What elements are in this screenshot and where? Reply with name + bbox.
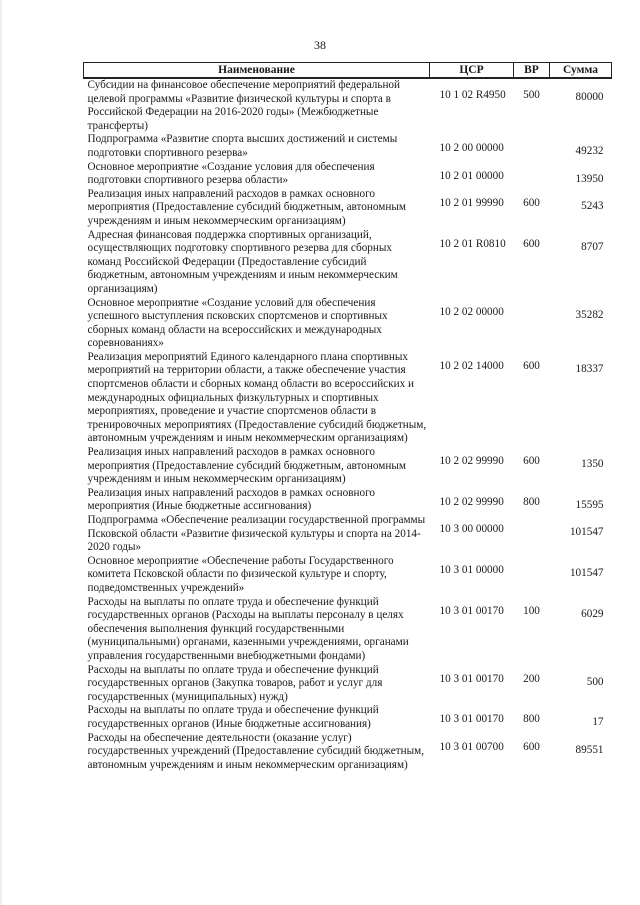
row-vr-cell: 600 xyxy=(523,455,540,468)
row-vr-cell: 800 xyxy=(523,495,540,508)
row-vr-cell xyxy=(514,555,550,596)
table-row xyxy=(84,514,612,555)
row-csr-cell: 10 2 01 99990 xyxy=(439,196,504,209)
row-name-cell: Адресная финансовая поддержка спортивных организаций, осуществляющих подготовку спортивного резерва для сборных команд Российской Федерации (Предоставление субсидий бюджетным, автономным учреждениям и иным некоммерческим организациям) xyxy=(87,228,398,295)
row-sum-cell: 8707 xyxy=(581,240,604,253)
row-sum-cell: 18337 xyxy=(575,362,604,375)
header-sum: Сумма xyxy=(550,63,612,79)
row-vr-cell xyxy=(514,297,550,351)
row-vr-cell: 600 xyxy=(523,196,540,209)
row-vr-cell: 600 xyxy=(523,359,540,372)
scan-edge xyxy=(0,0,3,905)
row-sum-cell: 35282 xyxy=(575,308,604,321)
row-sum-cell: 101547 xyxy=(569,566,604,579)
table-row xyxy=(84,297,612,351)
row-sum-cell: 13950 xyxy=(575,172,604,185)
row-vr-cell: 600 xyxy=(523,740,540,753)
row-sum-cell: 1350 xyxy=(581,458,604,471)
row-vr-cell: 100 xyxy=(523,604,540,617)
row-vr-cell xyxy=(514,514,550,555)
page-number: 38 xyxy=(314,38,326,52)
table-row xyxy=(84,555,612,596)
table-row xyxy=(84,78,612,133)
row-name-cell: Реализация иных направлений расходов в рамках основного мероприятия (Предоставление субсидий бюджетным, автономным учреждениям и иным некоммерческим организациям) xyxy=(87,446,406,486)
header-csr: ЦСР xyxy=(430,63,514,79)
table-row xyxy=(84,596,612,664)
table-row xyxy=(84,732,612,773)
table-header-row xyxy=(84,63,612,79)
row-name-cell: Подпрограмма «Обеспечение реализации государственной программы Псковской области «Развитие физической культуры и спорта на 2014-2020 годы» xyxy=(87,514,426,554)
row-name-cell: Расходы на выплаты по оплате труда и обеспечение функций государственных органов (Иные бюджетные ассигнования) xyxy=(87,704,379,730)
header-name: Наименование xyxy=(84,63,430,79)
row-name-cell: Основное мероприятие «Создание условия для обеспечения подготовки спортивного резерва области» xyxy=(87,160,375,187)
row-name-cell: Реализация мероприятий Единого календарного плана спортивных мероприятий на территории области, а также обеспечение участия спортсменов области и сборных команд области во всероссийских и международных официальных физкультурных и спортивных мероприятиях, проведение и участие спортсменов области в тренировочных мероприятиях (Предоставление субсидий бюджетным, автономным учреждениям и иным некоммерческим организациям) xyxy=(87,350,427,445)
row-name-cell: Реализация иных направлений расходов в рамках основного мероприятия (Предоставление субсидий бюджетным, автономным учреждениям и иным некоммерческим организациям) xyxy=(87,187,406,227)
row-csr-cell: 10 3 01 00170 xyxy=(439,713,504,726)
row-csr-cell: 10 2 02 00000 xyxy=(439,305,504,318)
row-csr-cell: 10 1 02 R4950 xyxy=(439,89,506,101)
row-csr-cell: 10 3 01 00700 xyxy=(439,740,504,753)
table-row xyxy=(84,487,612,514)
table-row xyxy=(84,188,612,229)
row-vr-cell: 200 xyxy=(523,672,540,685)
row-name-cell: Реализация иных направлений расходов в рамках основного мероприятия (Иные бюджетные ассигнования) xyxy=(87,486,375,513)
row-sum-cell: 500 xyxy=(586,675,604,688)
row-sum-cell: 89551 xyxy=(575,743,604,756)
row-vr-cell: 600 xyxy=(523,237,540,250)
row-sum-cell: 80000 xyxy=(575,91,604,103)
table-row xyxy=(84,229,612,297)
row-csr-cell: 10 2 01 00000 xyxy=(439,169,504,182)
row-name-cell: Расходы на обеспечение деятельности (оказание услуг) государственных учреждений (Предоставление субсидий бюджетным, автономным учреждениям и иным некоммерческим организациям) xyxy=(87,731,425,771)
row-sum-cell: 6029 xyxy=(581,607,604,620)
row-name-cell: Подпрограмма «Развитие спорта высших достижений и системы подготовки спортивного резерва» xyxy=(87,133,398,159)
row-name-cell: Расходы на выплаты по оплате труда и обеспечение функций государственных органов (Расходы на выплаты персоналу в целях обеспечения выполнения функций государственными (муниципальными) органами, казенными учреждениями, органами управления государственными внебюджетными фондами) xyxy=(87,595,409,662)
row-csr-cell: 10 2 02 14000 xyxy=(439,359,504,372)
row-csr-cell: 10 2 02 99990 xyxy=(439,455,504,468)
row-csr-cell: 10 2 02 99990 xyxy=(439,495,504,508)
row-csr-cell: 10 3 01 00000 xyxy=(439,563,504,576)
table-row xyxy=(84,161,612,188)
row-vr-cell xyxy=(514,161,550,188)
table-row xyxy=(84,351,612,446)
row-vr-cell xyxy=(514,133,550,160)
row-sum-cell: 101547 xyxy=(569,526,604,538)
row-csr-cell: 10 2 00 00000 xyxy=(439,142,504,155)
row-csr-cell: 10 3 01 00170 xyxy=(439,604,504,617)
row-vr-cell: 800 xyxy=(523,713,540,726)
budget-table xyxy=(83,62,612,772)
row-sum-cell: 5243 xyxy=(581,199,604,212)
row-vr-cell: 500 xyxy=(523,89,540,101)
row-sum-cell: 17 xyxy=(592,716,604,729)
row-name-cell: Основное мероприятие «Обеспечение работы Государственного комитета Псковской области по физической культуре и спорту, подведомственных учреждений» xyxy=(87,554,394,594)
row-sum-cell: 49232 xyxy=(575,145,604,158)
row-name-cell: Расходы на выплаты по оплате труда и обеспечение функций государственных органов (Закупка товаров, работ и услуг для государственных (муниципальных) нужд) xyxy=(87,663,383,703)
table-row xyxy=(84,704,612,731)
table-row xyxy=(84,664,612,705)
row-name-cell: Субсидии на финансовое обеспечение мероприятий федеральной целевой программы «Развитие физической культуры и спорта в Российской Федерации на 2016-2020 годы» (Межбюджетные трансферты) xyxy=(87,79,401,132)
row-sum-cell: 15595 xyxy=(575,498,604,511)
table-row xyxy=(84,446,612,487)
header-vr: ВР xyxy=(514,63,550,79)
row-csr-cell: 10 3 00 00000 xyxy=(439,523,504,535)
row-name-cell: Основное мероприятие «Создание условий для обеспечения успешного выступления псковских спортсменов и спортивных сборных команд области на всероссийских и международных соревнованиях» xyxy=(87,296,388,350)
row-csr-cell: 10 2 01 R0810 xyxy=(439,237,506,250)
table-row xyxy=(84,133,612,160)
row-csr-cell: 10 3 01 00170 xyxy=(439,672,504,685)
